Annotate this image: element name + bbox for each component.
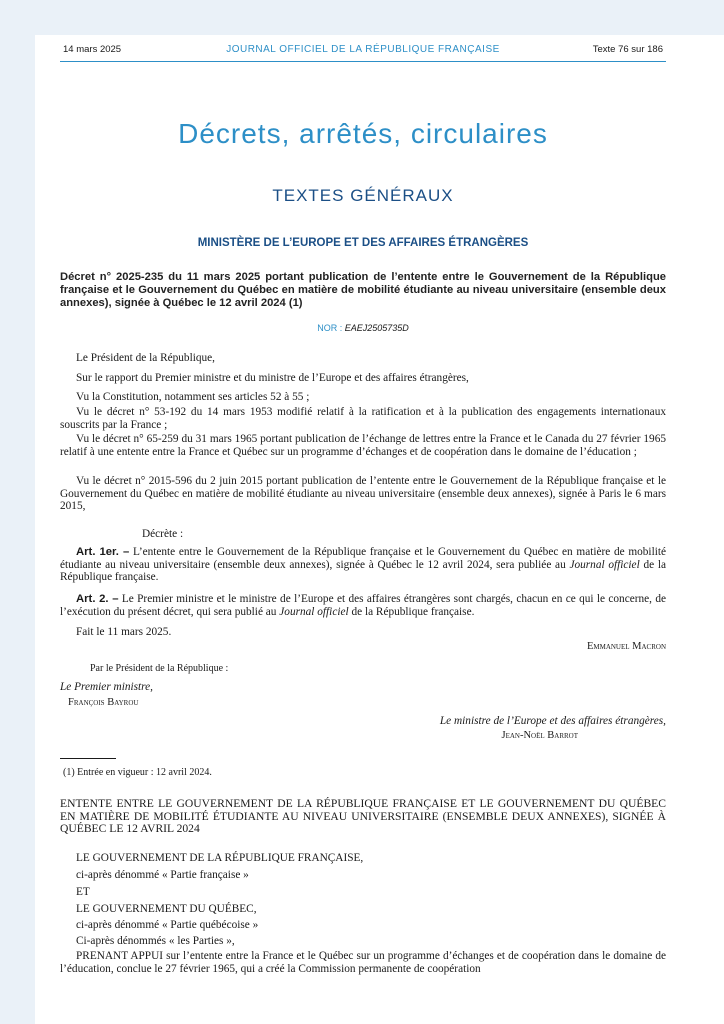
article-2 <box>60 593 666 618</box>
preamble-vu-2: Vu le décret n° 65-259 du 31 mars 1965 portant publication de l’échange de lettres entre la France et le Canada du 27 février 1965 relatif à une entente entre la France et Québec sur un programme d’échanges et de coopération dans le domaine de l’éducation ; <box>60 433 666 458</box>
footnote-rule <box>60 758 116 759</box>
article-1-text-end: de la République française. <box>60 558 666 583</box>
header-rule <box>60 61 666 62</box>
president-signature: Emmanuel Macron <box>586 641 666 652</box>
preamble-rapport: Sur le rapport du Premier ministre et du ministre de l’Europe et des affaires étrangères, <box>76 372 469 384</box>
entente-parties: Ci-après dénommés « les Parties », <box>76 935 235 947</box>
preamble-president: Le Président de la République, <box>76 352 215 364</box>
page-title: Décrets, arrêtés, circulaires <box>178 118 548 149</box>
article-1-journal: Journal officiel <box>569 558 640 571</box>
article-2-label: Art. 2. – <box>76 593 119 605</box>
entente-title: ENTENTE ENTRE LE GOUVERNEMENT DE LA RÉPUBLIQUE FRANÇAISE ET LE GOUVERNEMENT DU QUÉBEC EN MATIÈRE DE MOBILITÉ ÉTUDIANTE AU NIVEAU UNIVERSITAIRE (ENSEMBLE DEUX ANNEXES), SIGNÉE À QUÉBEC LE 12 AVRIL 2024 <box>60 797 666 835</box>
article-2-text: Le Premier ministre et le ministre de l’Europe et des affaires étrangères sont chargés, chacun en ce qui le concerne, de l’exécution du présent décret, qui sera publié au <box>60 593 667 618</box>
preamble-vu-1: Vu le décret n° 53-192 du 14 mars 1953 modifié relatif à la ratification et à la publication des engagements internationaux souscrits par la France ; <box>60 406 666 431</box>
par-le-president: Par le Président de la République : <box>90 663 229 674</box>
article-1-label: Art. 1er. – <box>76 546 130 558</box>
entente-gov-fr: LE GOUVERNEMENT DE LA RÉPUBLIQUE FRANÇAISE, <box>76 852 364 864</box>
minister-title: Le ministre de l’Europe et des affaires étrangères, <box>439 715 666 727</box>
footnote: (1) Entrée en vigueur : 12 avril 2024. <box>63 767 212 778</box>
pm-signature: François Bayrou <box>68 697 139 708</box>
article-1 <box>60 546 666 584</box>
ministry-heading: MINISTÈRE DE L’EUROPE ET DES AFFAIRES ÉTRANGÈRES <box>197 237 529 249</box>
left-margin-band <box>0 0 35 1024</box>
entente-partie-qc: ci-après dénommé « Partie québécoise » <box>76 919 259 931</box>
entente-prenant-appui: PRENANT APPUI sur l’entente entre la France et le Québec sur un programme d’échanges et de coopération dans le domaine de l’éducation, conclue le 27 février 1965, qui a créé la Commission permanente de coopération <box>60 950 666 975</box>
entente-et: ET <box>76 886 90 898</box>
article-2-text-end: de la République française. <box>351 605 475 618</box>
page-header <box>63 44 663 58</box>
article-2-journal: Journal officiel <box>279 605 349 618</box>
preamble-constitution: Vu la Constitution, notamment ses articles 52 à 55 ; <box>76 391 310 403</box>
fait-le: Fait le 11 mars 2025. <box>76 626 172 638</box>
entente-partie-fr: ci-après dénommé « Partie française » <box>76 869 249 881</box>
nor-label: NOR : <box>317 323 343 333</box>
top-margin-band <box>35 0 724 35</box>
header-text-number: Texte 76 sur 186 <box>592 44 663 55</box>
header-date: 14 mars 2025 <box>63 44 122 55</box>
article-1-text: L’entente entre le Gouvernement de la République française et le Gouvernement du Québec en matière de mobilité étudiante au niveau universitaire (ensemble deux annexes), signée à Québec le 12 avril 2024, sera publiée au <box>60 546 666 571</box>
nor-value: EAEJ2505735D <box>344 323 409 333</box>
decrete: Décrète : <box>142 528 184 540</box>
pm-title: Le Premier ministre, <box>60 681 153 693</box>
section-title: TEXTES GÉNÉRAUX <box>272 186 454 205</box>
decree-title: Décret n° 2025-235 du 11 mars 2025 portant publication de l’entente entre le Gouvernement de la République française et le Gouvernement du Québec en matière de mobilité étudiante au niveau universitaire (ensemble deux annexes), signée à Québec le 12 avril 2024 (1) <box>60 271 666 309</box>
header-journal-title: JOURNAL OFFICIEL DE LA RÉPUBLIQUE FRANÇAISE <box>226 44 500 55</box>
nor-reference <box>60 323 666 333</box>
minister-signature: Jean-Noël Barrot <box>501 730 578 741</box>
preamble-vu-3: Vu le décret n° 2015-596 du 2 juin 2015 portant publication de l’entente entre le Gouvernement de la République française et le Gouvernement du Québec en matière de mobilité étudiante au niveau universitaire (ensemble deux annexes), signée à Paris le 6 mars 2015, <box>60 475 666 512</box>
entente-gov-qc: LE GOUVERNEMENT DU QUÉBEC, <box>76 903 257 915</box>
